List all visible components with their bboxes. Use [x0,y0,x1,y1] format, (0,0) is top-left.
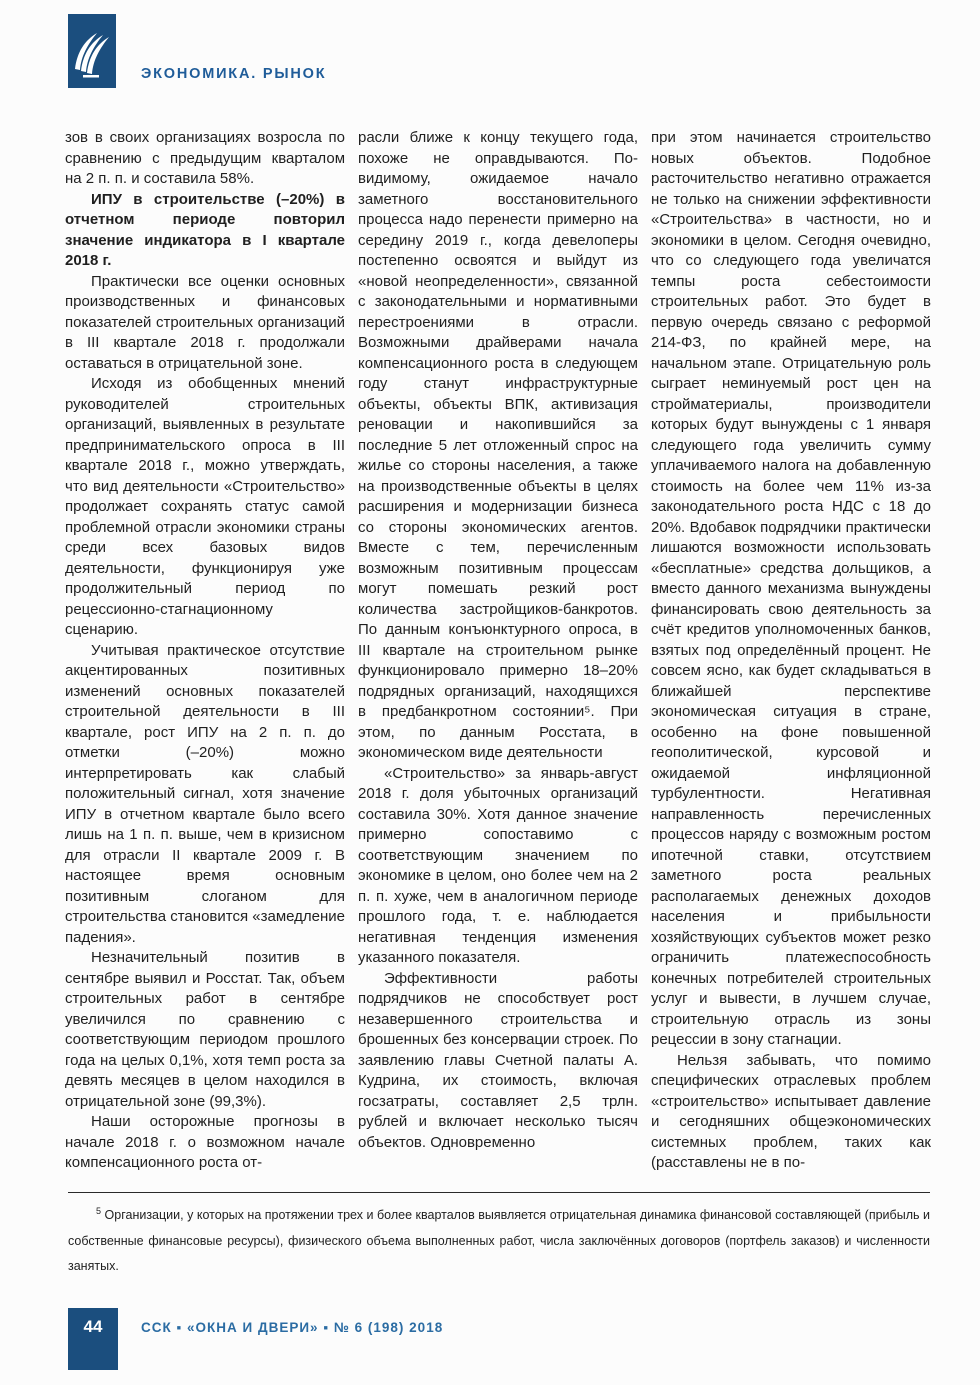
text-column-2 [358,128,638,1174]
page-number-box [68,1308,118,1370]
text-column-3 [651,128,931,1174]
publisher-logo [68,14,116,88]
body-paragraph: Исходя из обобщенных мнений руководителей строительных организаций, выявленных в результате предпринимательского опроса в III квартале 2018 г., можно утверждать, что вид деятельности «Строительство» продолжает сохранять статус самой проблемной отрасли экономики страны среди всех базовых видов деятельности, функционируя уже продолжительный период по рецессионно-стагнационному сценарию. [65,375,345,638]
journal-issue-line: ССК ▪ «ОКНА И ДВЕРИ» ▪ № 6 (198) 2018 [141,1320,444,1335]
body-paragraph: ИПУ в строительстве (–20%) в отчетном периоде повторил значение индикатора в I квартале 2018 г. [65,190,345,269]
body-paragraph: Учитывая практическое отсутствие акцентированных позитивных изменений основных показателей строительной деятельности в III квартале, рост ИПУ на 2 п. п. до отметки (–20%) можно интерпретировать как слабый положительный сигнал, хотя значение ИПУ в отчетном квартале было всего лишь на 1 п. п. выше, чем в кризисном для отрасли II квартале 2009 г. В настоящее время основным позитивным слоганом для строительства становится «замедление падения». [65,641,345,946]
body-paragraph: Наши осторожные прогнозы в начале 2018 г. о возможном начале компенсационного роста от- [65,1113,345,1171]
page-number: 44 [83,1317,103,1336]
footnote-text: Организации, у которых на протяжении трех и более кварталов выявляется отрицательная динамика финансовой составляющей (прибыль и собственные финансовые ресурсы), физического объема выполненных работ, числа заключённых договоров (портфель заказов) и численности занятых. [68,1208,930,1274]
body-paragraph: Эффективности работы подрядчиков не способствует рост незавершенного строительства и брошенных без консервации строек. По заявлению главы Счетной палаты А. Кудрина, их стоимость, включая госзатраты, составляет 2,5 трлн. рублей и включает несколько тысяч объектов. Одновременно [358,969,638,1151]
body-paragraph: «Строительство» за январь-август 2018 г. доля убыточных организаций составила 30%. Хотя данное значение примерно сопоставимо с соответствующим значением по экономике в целом, оно более чем на 2 п. п. хуже, чем в аналогичном периоде прошлого года, т. е. наблюдается негативная тенденция изменения указанного показателя. [358,764,638,966]
body-paragraph: Незначительный позитив в сентябре выявил и Росстат. Так, объем строительных работ в сентябре увеличился по сравнению с соответствующим периодом прошлого года на целых 0,1%, хотя темп роста за девять месяцев в целом находился в отрицательной зоне (99,3%). [65,949,345,1110]
footnote-marker: 5 [96,1205,102,1216]
body-paragraph: расли ближе к концу текущего года, похоже не оправдываются. По-видимому, ожидаемое начало заметного восстановительного процесса надо перенести примерно на середину 2019 г., когда девелоперы постепенно освоятся и выйдут из «новой неопределенности», связанной с законодательными и нормативными перестроениями в отрасли. Возможными драйверами начала компенсационного роста в следующем году станут инфраструктурные объекты, объекты ВПК, активизация реновации и накопившийся за последние 5 лет отложенный спрос на жилье со стороны населения, а также на производственные объекты в целях расширения и модернизации бизнеса со стороны экономических агентов. Вместе с тем, перечисленным возможным позитивным процессам могут помешать резкий рост количества застройщиков-банкротов. По данным конъюнктурного опроса, в III квартале на строительном рынке функционировало примерно 18–20% подрядных организаций, находящихся в предбанкротном состоянии⁵. При этом, по данным Росстата, в экономическом виде деятельности [358,129,638,761]
body-paragraph: зов в своих организациях возросла по сравнению с предыдущим кварталом на 2 п. п. и составила 58%. [65,129,345,187]
section-title: ЭКОНОМИКА. РЫНОК [141,66,327,82]
body-paragraph: Практически все оценки основных производственных и финансовых показателей строительных организаций в III квартале 2018 г. продолжали оставаться в отрицательной зоне. [65,272,345,372]
quill-swoosh-icon [68,14,116,88]
article-body [65,128,931,1174]
body-paragraph: Нельзя забывать, что помимо специфических отраслевых проблем «строительство» испытывает давление и сегодняшних общеэкономических системных проблем, таких как (расставлены не в по- [651,1051,931,1171]
text-column-1 [65,128,345,1174]
footnote [68,1192,930,1280]
body-paragraph: при этом начинается строительство новых объектов. Подобное расточительство негативно отражается не только на снижении эффективности «Строительства» в частности, но и экономики в целом. Сегодня очевидно, что со следующего года увеличатся темпы роста себестоимости строительных работ. Это будет в первую очередь связано с реформой 214-ФЗ, по крайней мере, на начальном этапе. Отрицательную роль сыграет неминуемый рост цен на стройматериалы, производители которых будут вынуждены с 1 января следующего года увеличить сумму уплачиваемого налога на добавленную стоимость на более чем 11% из-за законодательного роста НДС с 18 до 20%. Вдобавок подрядчики практически лишаются возможности использовать «бесплатные» средства дольщиков, а вместо данного механизма вынуждены финансировать свою деятельность за счёт кредитов уполномоченных банков, взятых под определённый процент. Не совсем ясно, как будет складываться в ближайшей перспективе экономическая ситуация в стране, особенно на фоне повышенной геополитической, курсовой и ожидаемой инфляционной турбулентности. Негативная направленность перечисленных процессов наряду с возможным ростом ипотечной ставки, отсутствием заметного роста реальных располагаемых денежных доходов населения и прибыльности хозяйствующих субъектов может резко ограничить платежеспособность конечных потребителей строительных услуг и вывести, в лучшем случае, строительную отрасль из зоны рецессии в зону стагнации. [651,129,931,1048]
